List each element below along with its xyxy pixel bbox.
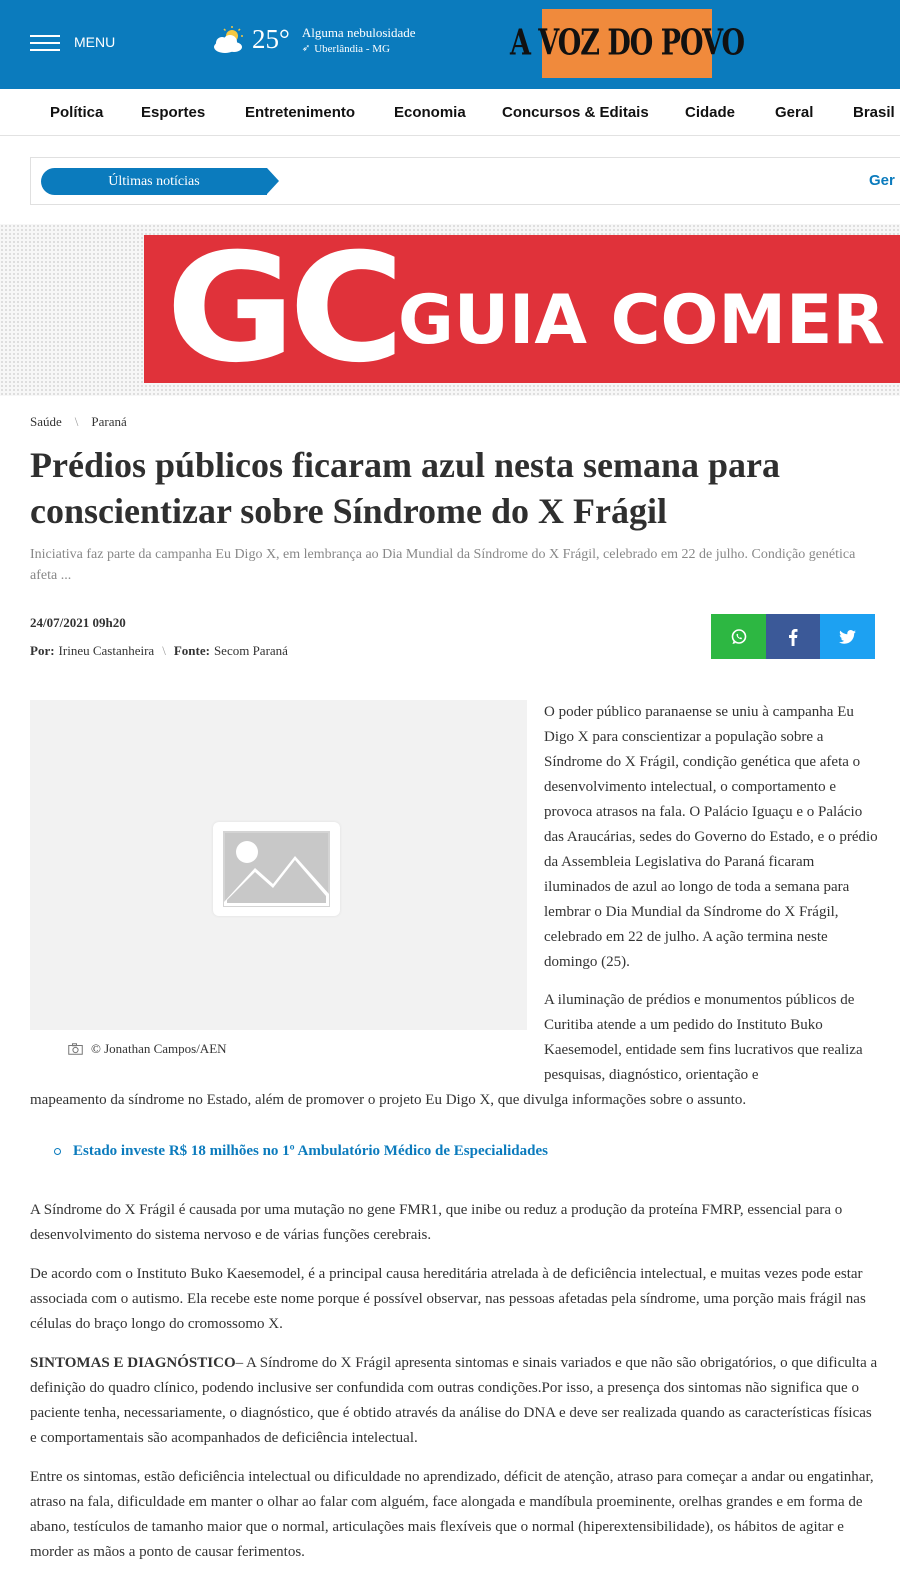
article-paragraph-1: O poder público paranaense se uniu à campanha Eu Digo X para conscientizar a população sobre a Síndrome do X Frágil, condição genética que afeta o desenvolvimento intelectual, o comportamento e provoca atrasos na fala. O Palácio Iguaçu e o Palácio das Araucárias, sedes do Governo do Estado, e o prédio da Assembleia Legislativa do Paraná ficaram iluminados de azul ao longo de toda a semana para lembrar o Dia Mundial da Síndrome do X Frágil, celebrado em 22 de julho. A ação termina neste domingo (25).: [544, 704, 878, 970]
symptoms-heading: SINTOMAS E DIAGNÓSTICO: [30, 1355, 236, 1371]
image-placeholder-icon: [213, 822, 340, 916]
share-twitter-button[interactable]: [820, 614, 875, 659]
menu-label: MENU: [74, 34, 116, 50]
article-paragraph-5: [30, 1351, 880, 1451]
paragraph-5-text: – A Síndrome do X Frágil apresenta sintomas e sinais variados e que não são obrigatórios, o que dificulta a definição do quadro clínico, podendo inclusive ser confundida com outras condições.Por isso, a presença dos sintomas não significa que o paciente tenha, necessariamente, o diagnóstico, que é obtido através da análise do DNA e deve ser realizada quando as características físicas e comportamentais são acompanhados de deficiência intelectual.: [30, 1355, 878, 1446]
breadcrumb-separator: \: [74, 414, 79, 429]
weather-condition: Alguma nebulosidade: [301, 24, 416, 40]
article-subtitle: Iniciativa faz parte da campanha Eu Digo X, em lembrança ao Dia Mundial da Síndrome do X Frágil, celebrado em 22 de julho. Condição genética afeta ...: [30, 547, 856, 583]
temperature: 25°: [252, 24, 290, 54]
partly-cloudy-icon: [210, 25, 246, 55]
article-paragraph-4: De acordo com o Instituto Buko Kaesemodel, é a principal causa hereditária atrelada à de deficiência intelectual, e muitas vezes pode estar associada com o autismo. Ela recebe este nome porque é possível observar, nas pessoas afetadas pela síndrome, uma porção mais frágil nas células do braço longo do cromossomo X.: [30, 1266, 866, 1332]
article-byline: [30, 643, 288, 659]
share-buttons: [711, 614, 875, 659]
share-facebook-button[interactable]: [766, 614, 820, 659]
camera-icon: [68, 1043, 83, 1055]
ad-banner[interactable]: [144, 235, 900, 383]
whatsapp-icon: [730, 628, 748, 646]
article-paragraph-2-continued: mapeamento da síndrome no Estado, além de promover o projeto Eu Digo X, que divulga informações sobre o assunto.: [30, 1092, 747, 1108]
related-article-link[interactable]: Estado investe R$ 18 milhões no 1º Ambulatório Médico de Especialidades: [73, 1143, 548, 1159]
author-label: Por:: [30, 643, 55, 658]
article-paragraph-2: A iluminação de prédios e monumentos públicos de Curitiba atende a um pedido do Instituto Buko Kaesemodel, entidade sem fins lucrativos que realiza pesquisas, diagnóstico, orientação e: [544, 992, 863, 1083]
weather-widget: [210, 24, 416, 55]
nav-item-economia[interactable]: Economia: [394, 104, 466, 121]
article-title: Prédios públicos ficaram azul nesta semana para conscientizar sobre Síndrome do X Frágil: [30, 445, 780, 531]
bullet-icon: [54, 1148, 61, 1155]
article-paragraph-3: A Síndrome do X Frágil é causada por uma mutação no gene FMR1, que inibe ou reduz a produção da proteína FMRP, essencial para o desenvolvimento do sistema nervoso e de várias funções cerebrais.: [30, 1202, 843, 1243]
breadcrumb: [30, 414, 127, 430]
article-paragraph-6: Entre os sintomas, estão deficiência intelectual ou dificuldade no aprendizado, déficit de atenção, atraso para começar a andar ou engatinhar, atraso na fala, dificuldade em manter o olhar ao falar com alguém, face alongada e mandíbula proeminente, orelhas grandes e em forma de abano, testículos de tamanho maior que o normal, articulações mais flexíveis que o normal (hiperextensibilidade), os hábitos de agitar e morder as mãos a ponto de causar ferimentos.: [30, 1469, 874, 1560]
image-placeholder: [213, 822, 340, 916]
news-ticker: [30, 157, 900, 205]
menu-button[interactable]: [30, 33, 115, 51]
ticker-label: Últimas notícias: [41, 168, 267, 195]
site-logo[interactable]: [509, 9, 745, 78]
article-date: 24/07/2021 09h20: [30, 615, 126, 630]
nav-item-politica[interactable]: Política: [50, 104, 104, 121]
nav-item-cidade[interactable]: Cidade: [685, 104, 736, 121]
nav-item-geral[interactable]: Geral: [775, 104, 814, 121]
caption-text: © Jonathan Campos/AEN: [91, 1041, 227, 1056]
location-arrow-icon: ➶: [301, 43, 311, 54]
logo-text: A VOZ DO POVO: [509, 23, 745, 64]
hamburger-icon: [30, 33, 60, 51]
image-caption: [68, 1041, 227, 1057]
twitter-icon: [839, 630, 856, 644]
main-nav: [0, 89, 900, 136]
source-label: Fonte:: [173, 643, 210, 658]
related-article: [54, 1143, 548, 1160]
article-image[interactable]: [30, 700, 527, 1030]
nav-item-entretenimento[interactable]: Entretenimento: [245, 104, 356, 121]
byline-separator: \: [162, 643, 166, 658]
ticker-arrow: [267, 168, 279, 194]
source-name: Secom Paraná: [213, 643, 288, 658]
breadcrumb-saude[interactable]: Saúde: [30, 414, 62, 429]
nav-item-esportes[interactable]: Esportes: [141, 104, 206, 121]
ad-text: GUIA COMER: [398, 281, 885, 360]
breadcrumb-parana[interactable]: Paraná: [91, 414, 127, 429]
nav-item-brasil[interactable]: Brasil: [853, 104, 895, 121]
facebook-icon: [788, 628, 798, 646]
ad-logo: GC: [166, 235, 399, 383]
weather-location: Uberlândia - MG: [314, 42, 390, 55]
nav-item-concursos[interactable]: Concursos & Editais: [502, 104, 649, 121]
top-bar: [0, 0, 900, 89]
ticker-headline[interactable]: Ger: [869, 172, 895, 189]
author-name: Irineu Castanheira: [58, 643, 155, 658]
share-whatsapp-button[interactable]: [711, 614, 766, 659]
